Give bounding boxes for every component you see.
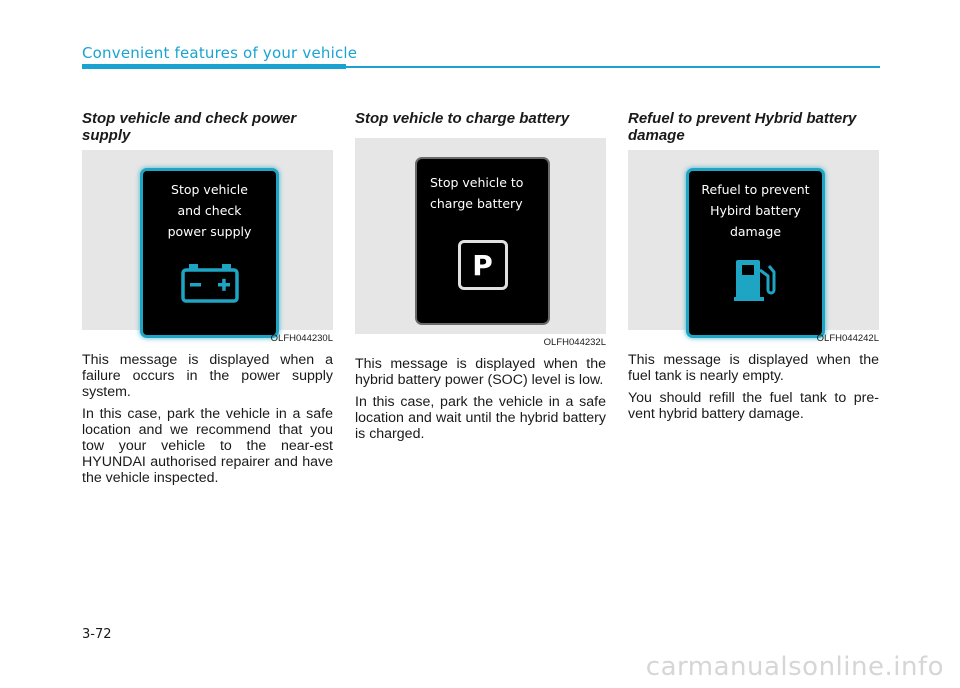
paragraph: This message is displayed when a failure occurs in the power supply system. [82, 352, 333, 400]
screen-message: Refuel to prevent Hybird battery damage [701, 182, 810, 239]
section-title: Stop vehicle to charge battery [355, 110, 570, 127]
section-refuel [628, 110, 879, 428]
body-text [628, 352, 879, 422]
park-p-icon: P [458, 240, 508, 290]
cluster-screen [140, 168, 279, 338]
section-power-supply [82, 110, 333, 492]
paragraph: This message is displayed when the fuel tank is nearly empty. [628, 352, 879, 384]
cluster-figure [82, 150, 333, 344]
paragraph: In this case, park the vehicle in a safe location and wait until the hybrid battery is charged. [355, 394, 606, 442]
cluster-figure [355, 138, 606, 348]
cluster-figure [628, 150, 879, 344]
fuel-pump-icon [732, 256, 780, 302]
figure-code: OLFH044232L [543, 337, 606, 348]
paragraph: In this case, park the vehicle in a safe location and we recommend that you tow your vehicle to the near-est HYUNDAI authorised repairer and have the vehicle inspected. [82, 406, 333, 486]
body-text [82, 352, 333, 486]
section-title: Refuel to prevent Hybrid battery damage [628, 110, 857, 144]
paragraph: You should refill the fuel tank to pre-vent hybrid battery damage. [628, 390, 879, 422]
section-charge-battery [355, 110, 606, 448]
cluster-screen [686, 168, 825, 338]
figure-code: OLFH044230L [270, 333, 333, 344]
cluster-screen [415, 157, 550, 325]
page-number: 3-72 [82, 627, 112, 642]
figure-code: OLFH044242L [816, 333, 879, 344]
screen-message: Stop vehicle and check power supply [167, 182, 252, 239]
body-text [355, 356, 606, 442]
section-title: Stop vehicle and check power supply [82, 110, 297, 144]
section-header: Convenient features of your vehicle [82, 44, 358, 62]
header-rule-thick [82, 64, 346, 69]
battery-icon [180, 262, 240, 304]
paragraph: This message is displayed when the hybrid battery power (SOC) level is low. [355, 356, 606, 388]
watermark: carmanualsonline.info [645, 652, 944, 682]
header-rule-thin [346, 66, 880, 68]
screen-message: Stop vehicle to charge battery [430, 175, 524, 211]
